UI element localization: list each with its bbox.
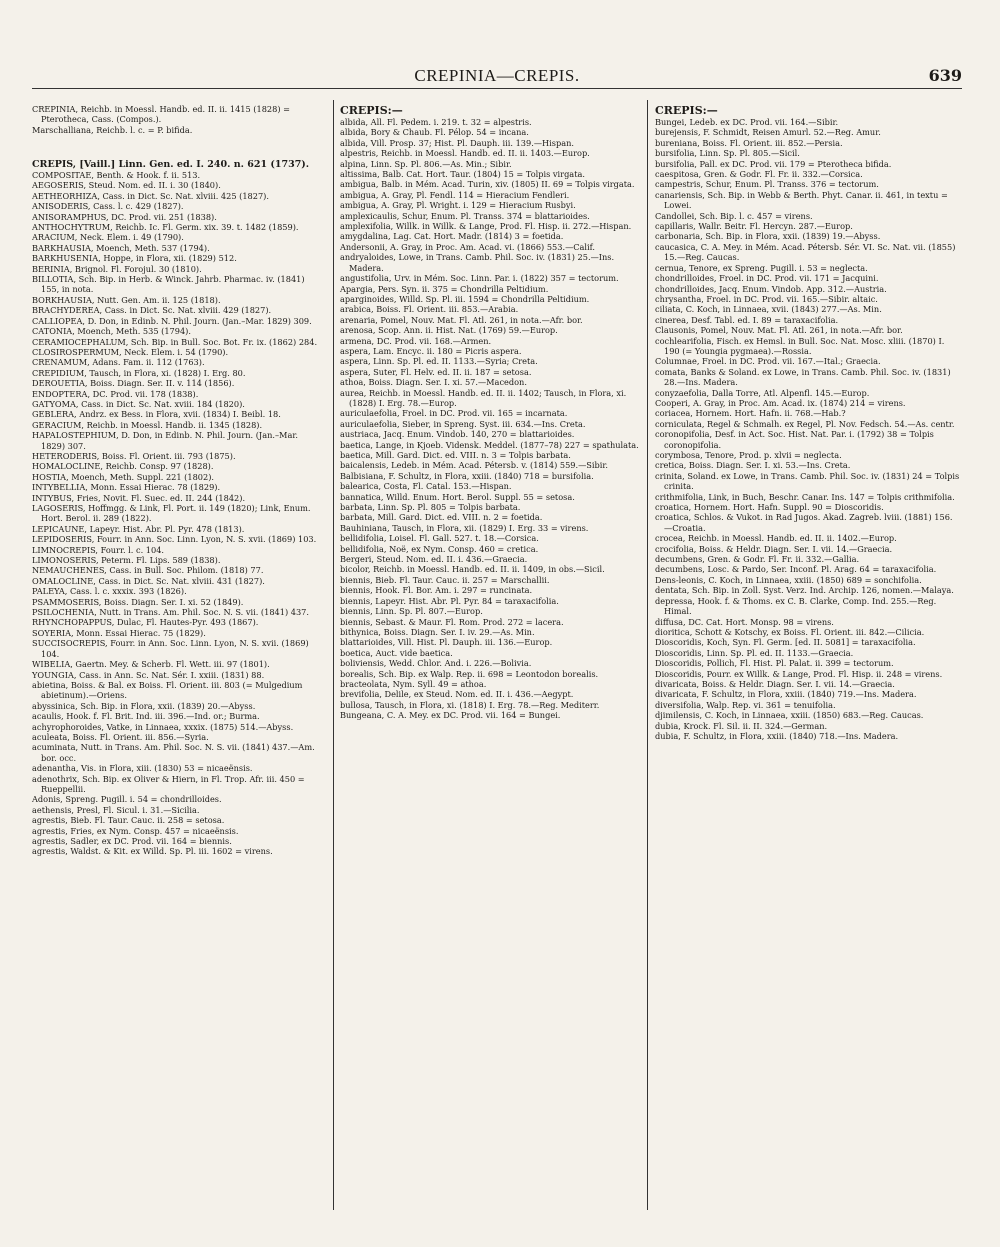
index-entry: depressa, Hook. f. & Thoms. ex C. B. Clarke, Comp. Ind. 255.—Reg. Himal. bbox=[655, 595, 937, 617]
index-entry: aurea, Reichb. in Moessl. Handb. ed. II. ii. 1402; Tausch, in Flora, xi. (1828) I. Erg. 78.—Europ. bbox=[340, 387, 627, 408]
index-entry: dubia, Krock. Fl. Sil. ii. II. 324.—German. bbox=[655, 720, 828, 731]
index-entry: corniculata, Regel & Schmalh. ex Regel, Pl. Nov. Fedsch. 54.—As. centr. bbox=[655, 418, 955, 429]
index-entry: divaricata, Boiss. & Heldr. Diagn. Ser. I. vii. 14.—Graecia. bbox=[655, 678, 895, 689]
index-entry: coriacea, Hornem. Hort. Hafn. ii. 768.—Hab.? bbox=[655, 408, 846, 419]
index-entry: LIMONOSERIS, Peterm. Fl. Lips. 589 (1838). bbox=[32, 555, 221, 566]
index-entry: COMPOSITAE, Benth. & Hook. f. ii. 513. bbox=[32, 170, 201, 180]
index-entry: conyzaefolia, Dalla Torre, Atl. Alpenfl. 145.—Europ. bbox=[655, 387, 870, 398]
entry-spacer bbox=[32, 143, 322, 151]
index-entry: coronopifolia, Desf. in Act. Soc. Hist. Nat. Par. i. (1792) 38 = Tolpis coronopifolia. bbox=[655, 429, 934, 450]
index-entry: bullosa, Tausch, in Flora, xi. (1818) I. Erg. 78.—Reg. Mediterr. bbox=[340, 699, 600, 710]
index-entry: agrestis, Fries, ex Nym. Consp. 457 = nicaeënsis. bbox=[32, 825, 239, 836]
index-entry: LEPIDOSERIS, Fourr. in Ann. Soc. Linn. Lyon, N. S. xvii. (1869) 103. bbox=[32, 534, 317, 545]
index-entry: capillaris, Wallr. Beitr. Fl. Hercyn. 287.—Europ. bbox=[655, 221, 853, 232]
index-entry: Columnae, Froel. in DC. Prod. vii. 167.—Ital.; Graecia. bbox=[655, 356, 881, 367]
index-entry: ciliata, C. Koch, in Linnaea, xvii. (1843) 277.—As. Min. bbox=[655, 304, 882, 315]
index-entry: auriculaefolia, Sieber, in Spreng. Syst. iii. 634.—Ins. Creta. bbox=[340, 418, 586, 429]
index-entry: barbata, Mill. Gard. Dict. ed. VIII. n. 2 = foetida. bbox=[340, 512, 543, 523]
index-entry: auriculaefolia, Froel. in DC. Prod. vii. 165 = incarnata. bbox=[340, 408, 568, 419]
index-entry: WIBELIA, Gaertn. Mey. & Scherb. Fl. Wett. iii. 97 (1801). bbox=[32, 659, 270, 670]
index-entry: agrestis, Bieb. Fl. Taur. Cauc. ii. 258 = setosa. bbox=[32, 815, 225, 826]
index-entry: CREPINIA, Reichb. in Moessl. Handb. ed. II. ii. 1415 (1828) = Pterotheca, Cass. (Compos.). bbox=[32, 104, 290, 125]
index-entry: Clausonis, Pomel, Nouv. Mat. Fl. Atl. 261, in nota.—Afr. bor. bbox=[655, 325, 903, 336]
index-entry: barbata, Linn. Sp. Pl. 805 = Tolpis barbata. bbox=[340, 502, 521, 513]
index-entry: balearica, Costa, Fl. Catal. 153.—Hispan. bbox=[340, 481, 512, 492]
index-entry: ANTHOCHYTRUM, Reichb. Ic. Fl. Germ. xix. 39. t. 1482 (1859). bbox=[32, 222, 299, 233]
index-entry: athoa, Boiss. Diagn. Ser. I. xi. 57.—Macedon. bbox=[340, 377, 527, 388]
index-entry: blattarioides, Vill. Hist. Pl. Dauph. iii. 136.—Europ. bbox=[340, 637, 553, 648]
index-entry: CRENAMUM, Adans. Fam. ii. 112 (1763). bbox=[32, 357, 205, 368]
index-entry: aculeata, Boiss. Fl. Orient. iii. 856.—Syria. bbox=[32, 731, 209, 742]
index-entry: chondrilloides, Jacq. Enum. Vindob. App. 312.—Austria. bbox=[655, 283, 887, 294]
index-entry: adenantha, Vis. in Flora, xiii. (1830) 53 = nicaeënsis. bbox=[32, 763, 253, 774]
index-entry: Dioscoridis, Pollich, Fl. Hist. Pl. Palat. ii. 399 = tectorum. bbox=[655, 658, 894, 669]
index-entry: cretica, Boiss. Diagn. Ser. I. xi. 53.—Ins. Creta. bbox=[655, 460, 851, 471]
index-entry: Marschalliana, Reichb. l. c. = P. bifida. bbox=[32, 124, 193, 135]
index-entry: HOMALOCLINE, Reichb. Consp. 97 (1828). bbox=[32, 461, 214, 472]
index-entry: croatica, Hornem. Hort. Hafn. Suppl. 90 = Dioscoridis. bbox=[655, 502, 884, 513]
index-entry: albida, Vill. Prosp. 37; Hist. Pl. Dauph. iii. 139.—Hispan. bbox=[340, 137, 574, 148]
index-entry: ENDOPTERA, DC. Prod. vii. 178 (1838). bbox=[32, 388, 199, 399]
index-entry: bellidifolia, Noë, ex Nym. Consp. 460 = cretica. bbox=[340, 543, 539, 554]
index-entry: Adonis, Spreng. Pugill. i. 54 = chondrilloides. bbox=[32, 794, 222, 805]
index-entry: caespitosa, Gren. & Godr. Fl. Fr. ii. 332.—Corsica. bbox=[655, 169, 863, 180]
index-entry: biennis, Sebast. & Maur. Fl. Rom. Prod. 272 = lacera. bbox=[340, 616, 564, 627]
index-entry: croatica, Schlos. & Vukot. in Rad Jugos. Akad. Zagreb. lviii. (1881) 156.—Croatia. bbox=[655, 512, 953, 533]
index-entry: BARKHUSENIA, Hoppe, in Flora, xii. (1829) 512. bbox=[32, 253, 237, 264]
index-entry: arenosa, Scop. Ann. ii. Hist. Nat. (1769) 59.—Europ. bbox=[340, 325, 558, 336]
index-entry: diversifolia, Walp. Rep. vi. 361 = tenuifolia. bbox=[655, 699, 836, 710]
index-entry: ARACIUM, Neck. Elem. i. 49 (1790). bbox=[32, 232, 184, 243]
index-entry: chondrilloides, Froel. in DC. Prod. vii. 171 = Jacquini. bbox=[655, 273, 879, 284]
index-entry: djimilensis, C. Koch, in Linnaea, xxiii. (1850) 683.—Reg. Caucas. bbox=[655, 710, 924, 721]
column-heading: CREPIS:— bbox=[655, 104, 718, 117]
index-entry: OMALOCLINE, Cass. in Dict. Sc. Nat. xlviii. 431 (1827). bbox=[32, 575, 265, 586]
column-1 bbox=[32, 104, 322, 857]
index-entry: ambigua, Balb. in Mém. Acad. Turin, xiv. (1805) II. 69 = Tolpis virgata. bbox=[340, 179, 635, 190]
index-entry: baicalensis, Ledeb. in Mém. Acad. Pétersb. v. (1814) 559.—Sibir. bbox=[340, 460, 608, 471]
index-entry: SUCCISOCREPIS, Fourr. in Ann. Soc. Linn. Lyon, N. S. xvii. (1869) 104. bbox=[32, 638, 309, 659]
index-entry: achyrophoroides, Vatke, in Linnaea, xxxix. (1875) 514.—Abyss. bbox=[32, 721, 294, 732]
index-entry: borealis, Sch. Bip. ex Walp. Rep. ii. 698 = Leontodon borealis. bbox=[340, 668, 599, 679]
index-entry: biennis, Hook. Fl. Bor. Am. i. 297 = runcinata. bbox=[340, 585, 533, 596]
column-heading: CREPIS:— bbox=[340, 104, 403, 117]
index-entry: andryaloides, Lowe, in Trans. Camb. Phil. Soc. iv. (1831) 25.—Ins. Madera. bbox=[340, 252, 615, 273]
index-entry: Candollei, Sch. Bip. l. c. 457 = virens. bbox=[655, 210, 813, 221]
index-entry: comata, Banks & Soland. ex Lowe, in Trans. Camb. Phil. Soc. iv. (1831) 28.—Ins. Madera. bbox=[655, 366, 951, 388]
index-entry: LEPICAUNE, Lapeyr. Hist. Abr. Pl. Pyr. 478 (1813). bbox=[32, 523, 245, 534]
index-entry: ANISODERIS, Cass. l. c. 429 (1827). bbox=[32, 201, 184, 212]
index-entry: PALEYA, Cass. l. c. xxxix. 393 (1826). bbox=[32, 586, 187, 597]
column-divider bbox=[647, 100, 648, 1210]
index-entry: agrestis, Sadler, ex DC. Prod. vii. 164 = biennis. bbox=[32, 836, 232, 846]
index-entry: baetica, Lange, in Kjoeb. Vidensk. Meddel. (1877–78) 227 = spathulata. bbox=[340, 439, 639, 450]
index-entry: SOYERIA, Monn. Essai Hierac. 75 (1829). bbox=[32, 627, 206, 638]
index-entry: acaulis, Hook. f. Fl. Brit. Ind. iii. 396.—Ind. or.; Burma. bbox=[32, 711, 260, 722]
index-entry: crithmifolia, Link, in Buch, Beschr. Canar. Ins. 147 = Tolpis crithmifolia. bbox=[655, 491, 955, 502]
index-entry: boetica, Auct. vide baetica. bbox=[340, 647, 453, 658]
index-entry: altissima, Balb. Cat. Hort. Taur. (1804) 15 = Tolpis virgata. bbox=[340, 169, 585, 180]
index-entry: bellidifolia, Loisel. Fl. Gall. 527. t. 18.—Corsica. bbox=[340, 533, 539, 544]
index-entry: Dioscoridis, Pourr. ex Willk. & Lange, Prod. Fl. Hisp. ii. 248 = virens. bbox=[655, 668, 943, 679]
index-entry: Bergeri, Steud. Nom. ed. II. i. 436.—Graecia. bbox=[340, 554, 528, 565]
index-entry: biennis, Linn. Sp. Pl. 807.—Europ. bbox=[340, 606, 483, 617]
index-entry: austriaca, Jacq. Enum. Vindob. 140, 270 = blattarioides. bbox=[340, 429, 575, 440]
index-entry: CREPIDIUM, Tausch, in Flora, xi. (1828) I. Erg. 80. bbox=[32, 367, 246, 378]
index-entry: burejensis, F. Schmidt, Reisen Amurl. 52.—Reg. Amur. bbox=[655, 127, 881, 138]
index-entry: crinita, Soland. ex Lowe, in Trans. Camb. Phil. Soc. iv. (1831) 24 = Tolpis crinita. bbox=[655, 470, 960, 492]
index-entry: Dens-leonis, C. Koch, in Linnaea, xxiii. (1850) 689 = sonchifolia. bbox=[655, 574, 922, 585]
index-entry: HAPALOSTEPHIUM, D. Don, in Edinb. N. Phil. Journ. (Jan.–Mar. 1829) 307. bbox=[32, 430, 298, 451]
index-entry: aethensis, Presl, Fl. Sicul. i. 31.—Sicilia. bbox=[32, 804, 200, 815]
index-entry: carbonaria, Sch. Bip. in Flora, xxii. (1839) 19.—Abyss. bbox=[655, 231, 881, 242]
index-entry: GERACIUM, Reichb. in Moessl. Handb. ii. 1345 (1828). bbox=[32, 419, 263, 430]
index-entry: bursifolia, Linn. Sp. Pl. 805.—Sicil. bbox=[655, 148, 800, 159]
index-entry: BERINIA, Brignol. Fl. Forojul. 30 (1810). bbox=[32, 263, 202, 274]
index-entry: CERAMIOCEPHALUM, Sch. Bip. in Bull. Soc. Bot. Fr. ix. (1862) 284. bbox=[32, 336, 318, 347]
index-entry: Apargia, Pers. Syn. ii. 375 = Chondrilla Peltidium. bbox=[340, 283, 549, 294]
index-entry: armena, DC. Prod. vii. 168.—Armen. bbox=[340, 335, 492, 346]
index-entry: NEMAUCHENES, Cass. in Bull. Soc. Philom. (1818) 77. bbox=[32, 565, 264, 576]
index-entry: ANISORAMPHUS, DC. Prod. vii. 251 (1838). bbox=[32, 211, 217, 222]
index-entry: baetica, Mill. Gard. Dict. ed. VIII. n. 3 = Tolpis barbata. bbox=[340, 450, 571, 460]
index-entry: amplexifolia, Willk. in Willk. & Lange, Prod. Fl. Hisp. ii. 272.—Hispan. bbox=[340, 221, 632, 232]
index-entry: dentata, Sch. Bip. in Zoll. Syst. Verz. Ind. Archip. 126, nomen.—Malaya. bbox=[655, 585, 954, 596]
index-entry: Balbisiana, F. Schultz, in Flora, xxiii. (1840) 718 = bursifolia. bbox=[340, 470, 594, 481]
index-entry: PSILOCHENIA, Nutt. in Trans. Am. Phil. Soc. N. S. vii. (1841) 437. bbox=[32, 607, 309, 618]
index-entry: GATYOMA, Cass. in Dict. Sc. Nat. xviii. 184 (1820). bbox=[32, 398, 245, 409]
index-entry: decumbens, Gren. & Godr. Fl. Fr. ii. 332.—Gallia. bbox=[655, 554, 860, 565]
index-entry: dubia, F. Schultz, in Flora, xxiii. (1840) 718.—Ins. Madera. bbox=[655, 730, 899, 741]
index-entry: Bauhiniana, Tausch, in Flora, xii. (1829) I. Erg. 33 = virens. bbox=[340, 522, 589, 533]
index-entry: bithynica, Boiss. Diagn. Ser. I. iv. 29.—As. Min. bbox=[340, 626, 535, 637]
index-entry: biennis, Lapeyr. Hist. Abr. Pl. Pyr. 84 = taraxacifolia. bbox=[340, 595, 559, 606]
index-entry: arenaria, Pomel, Nouv. Mat. Fl. Atl. 261, in nota.—Afr. bor. bbox=[340, 314, 583, 325]
index-entry: LIMNOCREPIS, Fourr. l. c. 104. bbox=[32, 544, 165, 555]
index-entry: aspera, Linn. Sp. Pl. ed. II. 1133.—Syria; Creta. bbox=[340, 356, 538, 367]
index-entry: brevifolia, Delile, ex Steud. Nom. ed. II. i. 436.—Aegypt. bbox=[340, 689, 574, 700]
index-entry: CLOSIROSPERMUM, Neck. Elem. i. 54 (1790). bbox=[32, 346, 229, 357]
index-entry: alpestris, Reichb. in Moessl. Handb. ed. II. ii. 1403.—Europ. bbox=[340, 148, 590, 159]
index-entry: amplexicaulis, Schur, Enum. Pl. Transs. 374 = blattarioides. bbox=[340, 210, 590, 221]
index-entry: bureniana, Boiss. Fl. Orient. iii. 852.—Persia. bbox=[655, 137, 843, 148]
index-entry: abietina, Boiss. & Bal. ex Boiss. Fl. Orient. iii. 803 (= Mulgedium abietinum).—Oriens. bbox=[32, 679, 303, 701]
index-entry: acuminata, Nutt. in Trans. Am. Phil. Soc. N. S. vii. (1841) 437.—Am. bor. occ. bbox=[32, 742, 315, 763]
index-entry: CATONIA, Moench, Meth. 535 (1794). bbox=[32, 326, 191, 337]
column-2 bbox=[340, 104, 640, 721]
index-entry: AETHEORHIZA, Cass. in Dict. Sc. Nat. xlviii. 425 (1827). bbox=[32, 190, 269, 201]
index-entry: HETERODERIS, Boiss. Fl. Orient. iii. 793 (1875). bbox=[32, 450, 236, 461]
index-entry: ambigua, A. Gray, Pl. Wright. i. 129 = Hieracium Rusbyi. bbox=[340, 200, 576, 211]
index-entry: divaricata, F. Schultz, in Flora, xxiii. (1840) 719.—Ins. Madera. bbox=[655, 689, 917, 700]
index-entry: Dioscoridis, Linn. Sp. Pl. ed. II. 1133.—Graecia. bbox=[655, 647, 854, 658]
running-title: CREPINIA—CREPIS. bbox=[414, 66, 580, 85]
index-entry: DEROUETIA, Boiss. Diagn. Ser. II. v. 114 (1856). bbox=[32, 378, 235, 389]
index-entry: decumbens, Losc. & Pardo, Ser. Inconf. Pl. Arag. 64 = taraxacifolia. bbox=[655, 564, 937, 575]
index-entry: YOUNGIA, Cass. in Ann. Sc. Nat. Sér. I. xxiii. (1831) 88. bbox=[32, 669, 265, 680]
index-entry: crocea, Reichb. in Moessl. Handb. ed. II. ii. 1402.—Europ. bbox=[655, 533, 897, 544]
index-entry: canariensis, Sch. Bip. in Webb & Berth. Phyt. Canar. ii. 461, in textu = Lowei. bbox=[655, 189, 948, 211]
index-entry: RHYNCHOPAPPUS, Dulac, Fl. Hautes-Pyr. 493 (1867). bbox=[32, 617, 259, 628]
index-entry: Andersonii, A. Gray, in Proc. Am. Acad. vi. (1866) 553.—Calif. bbox=[340, 241, 595, 252]
column-divider bbox=[333, 100, 334, 1210]
index-entry: boliviensis, Wedd. Chlor. And. i. 226.—Bolivia. bbox=[340, 658, 532, 669]
index-entry: cernua, Tenore, ex Spreng. Pugill. i. 53 = neglecta. bbox=[655, 262, 868, 273]
index-entry: BORKHAUSIA, Nutt. Gen. Am. ii. 125 (1818). bbox=[32, 294, 221, 305]
index-entry: amygdalina, Lag. Cat. Hort. Madr. (1814) 3 = foetida. bbox=[340, 231, 564, 242]
index-entry: corymbosa, Tenore, Prod. p. xlvii = neglecta. bbox=[655, 450, 842, 460]
index-entry: bursifolia, Pall. ex DC. Prod. vii. 179 = Pterotheca bifida. bbox=[655, 158, 892, 169]
column-3 bbox=[655, 104, 960, 741]
index-entry: abyssinica, Sch. Bip. in Flora, xxii. (1839) 20.—Abyss. bbox=[32, 700, 256, 711]
index-entry: aspera, Lam. Encyc. ii. 180 = Picris aspera. bbox=[340, 345, 522, 356]
page-header bbox=[32, 66, 962, 89]
index-entry: INTYBELLIA, Monn. Essai Hierac. 78 (1829). bbox=[32, 482, 221, 493]
index-entry: bannatica, Willd. Enum. Hort. Berol. Suppl. 55 = setosa. bbox=[340, 491, 575, 502]
index-entry: adenothrix, Sch. Bip. ex Oliver & Hiern, in Fl. Trop. Afr. iii. 450 = Rueppellii. bbox=[32, 773, 305, 794]
index-entry: CREPIS, [Vaill.] Linn. Gen. ed. I. 240. n. 621 (1737). bbox=[32, 158, 310, 170]
index-entry: dioritica, Schott & Kotschy, ex Boiss. Fl. Orient. iii. 842.—Cilicia. bbox=[655, 626, 925, 637]
index-entry: aparginoides, Willd. Sp. Pl. iii. 1594 = Chondrilla Peltidium. bbox=[340, 293, 590, 304]
index-entry: campestris, Schur, Enum. Pl. Transs. 376 = tectorum. bbox=[655, 179, 879, 190]
index-entry: Bungeana, C. A. Mey. ex DC. Prod. vii. 164 = Bungei. bbox=[340, 710, 561, 721]
index-entry: PSAMMOSERIS, Boiss. Diagn. Ser. I. xi. 52 (1849). bbox=[32, 596, 244, 607]
index-entry: albida, All. Fl. Pedem. i. 219. t. 32 = alpestris. bbox=[340, 117, 532, 127]
index-entry: alpina, Linn. Sp. Pl. 806.—As. Min.; Sibir. bbox=[340, 158, 512, 169]
index-entry: GEBLERA, Andrz. ex Bess. in Flora, xvii. (1834) I. Beibl. 18. bbox=[32, 409, 281, 420]
index-entry: CALLIOPEA, D. Don, in Edinb. N. Phil. Journ. (Jan.–Mar. 1829) 309. bbox=[32, 315, 312, 326]
index-entry: HOSTIA, Moench, Meth. Suppl. 221 (1802). bbox=[32, 471, 215, 482]
page-number: 639 bbox=[928, 66, 962, 85]
index-entry: aspera, Suter, Fl. Helv. ed. II. ii. 187 = setosa. bbox=[340, 366, 532, 377]
index-entry: agrestis, Waldst. & Kit. ex Willd. Sp. Pl. iii. 1602 = virens. bbox=[32, 846, 273, 857]
index-entry: LAGOSERIS, Hoffmgg. & Link, Fl. Port. ii. 149 (1820); Link, Enum. Hort. Berol. ii. 289 (1822). bbox=[32, 503, 311, 524]
index-entry: crocifolia, Boiss. & Heldr. Diagn. Ser. I. vii. 14.—Graecia. bbox=[655, 543, 893, 554]
index-entry: chrysantha, Froel. in DC. Prod. vii. 165.—Sibir. altaic. bbox=[655, 293, 878, 304]
index-entry: bicolor, Reichb. in Moessl. Handb. ed. II. ii. 1409, in obs.—Sicil. bbox=[340, 564, 605, 575]
index-entry: BARKHAUSIA, Moench, Meth. 537 (1794). bbox=[32, 242, 210, 253]
index-entry: BILLOTIA, Sch. Bip. in Herb. & Winck. Jahrb. Pharmac. iv. (1841) 155, in nota. bbox=[32, 274, 305, 295]
index-entry: BRACHYDEREA, Cass. in Dict. Sc. Nat. xlviii. 429 (1827). bbox=[32, 305, 272, 316]
index-entry: INTYBUS, Fries, Novit. Fl. Suec. ed. II. 244 (1842). bbox=[32, 492, 246, 503]
index-entry: caucasica, C. A. Mey. in Mém. Acad. Pétersb. Sér. VI. Sc. Nat. vii. (1855) 15.—Reg. Caucas. bbox=[655, 241, 956, 263]
index-entry: albida, Bory & Chaub. Fl. Pélop. 54 = incana. bbox=[340, 127, 529, 138]
index-entry: angustifolia, Urv. in Mém. Soc. Linn. Par. i. (1822) 357 = tectorum. bbox=[340, 273, 619, 284]
index-entry: bracteolata, Nym. Syll. 49 = athoa. bbox=[340, 678, 487, 689]
index-entry: ambigua, A. Gray, Pl. Fendl. 114 = Hieracium Fendleri. bbox=[340, 189, 570, 200]
index-entry: Cooperi, A. Gray, in Proc. Am. Acad. ix. (1874) 214 = virens. bbox=[655, 397, 906, 408]
index-entry: Bungei, Ledeb. ex DC. Prod. vii. 164.—Sibir. bbox=[655, 117, 839, 127]
index-entry: cochlearifolia, Fisch. ex Hemsl. in Bull. Soc. Nat. Mosc. xliii. (1870) I. 190 (= Youngia pygmaea).—Rossia. bbox=[655, 335, 945, 356]
index-entry: diffusa, DC. Cat. Hort. Monsp. 98 = virens. bbox=[655, 616, 834, 627]
index-entry: arabica, Boiss. Fl. Orient. iii. 853.—Arabia. bbox=[340, 304, 519, 315]
index-entry: cinerea, Desf. Tabl. ed. I. 89 = taraxacifolia. bbox=[655, 314, 839, 325]
index-entry: AEGOSERIS, Steud. Nom. ed. II. i. 30 (1840). bbox=[32, 180, 221, 191]
index-entry: Dioscoridis, Koch, Syn. Fl. Germ. [ed. II. 5081] = taraxacifolia. bbox=[655, 637, 916, 648]
index-entry: biennis, Bieb. Fl. Taur. Cauc. ii. 257 = Marschallii. bbox=[340, 574, 550, 585]
